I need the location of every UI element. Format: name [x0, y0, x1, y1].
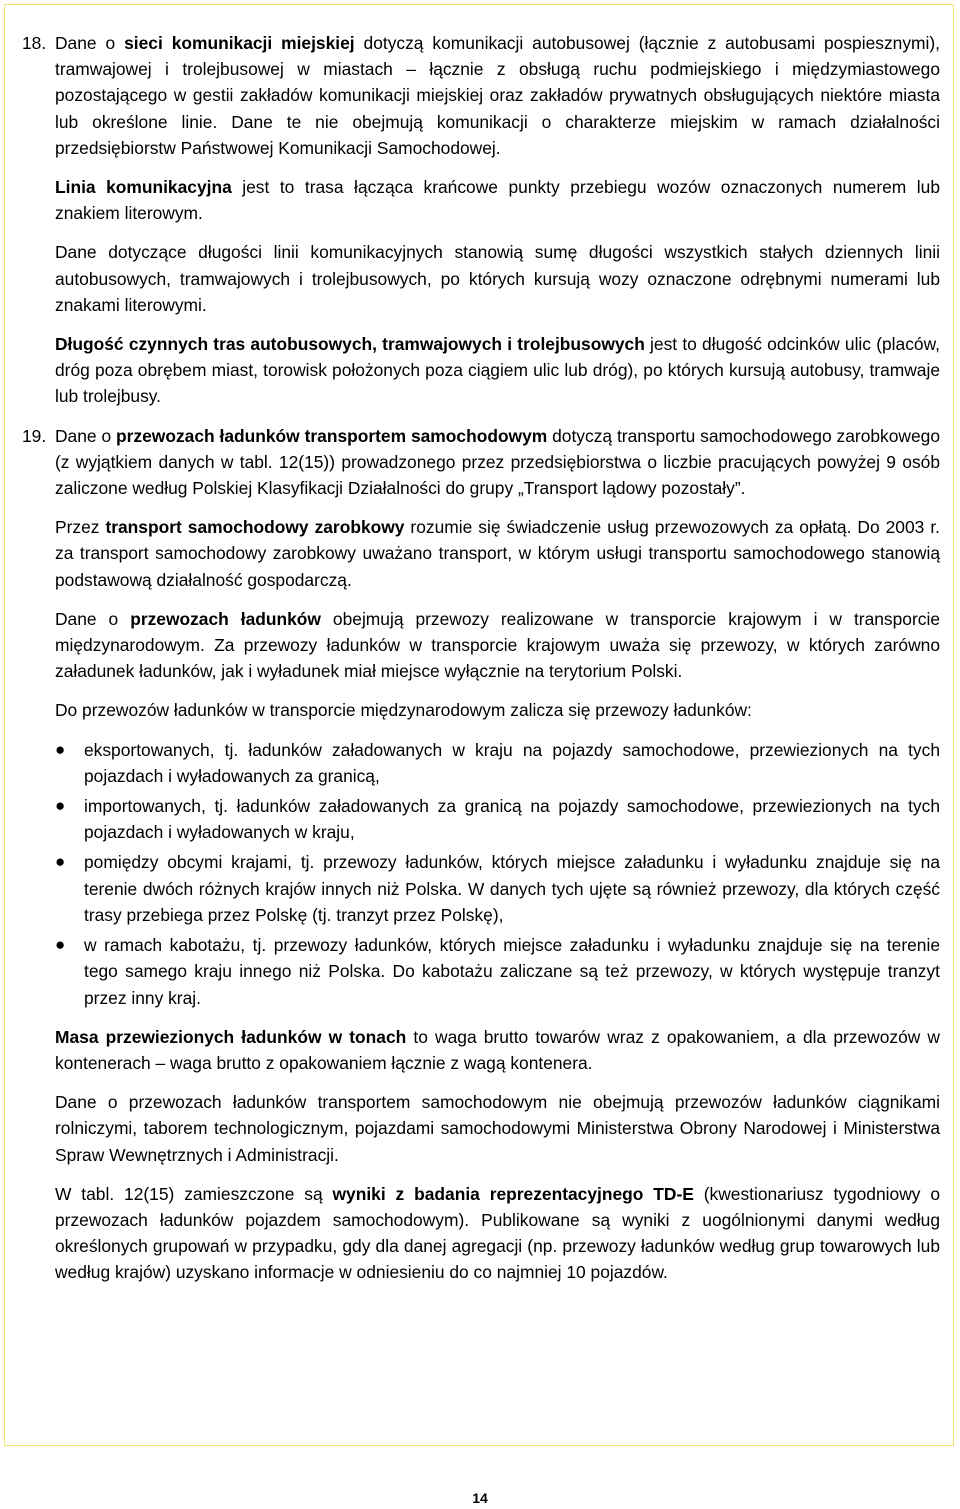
sec19-p7-term: wyniki z badania reprezentacyjnego TD-E	[332, 1183, 694, 1204]
sec18-paragraph-4	[55, 331, 940, 410]
sec19-p1-text-a: Dane o	[55, 425, 117, 446]
page-number: 14	[472, 1490, 488, 1506]
sec19-p1-term: przewozach ładunków transportem samochodowym	[116, 425, 548, 446]
sec19-p2-term: transport samochodowy zarobkowy	[105, 517, 405, 538]
international-transport-list	[55, 737, 940, 1011]
list-item-text: pomiędzy obcymi krajami, tj. przewozy ładunków, których miejsce załadunku i wyładunku znajduje się na terenie dwóch różnych krajów innych niż Polska. W danych tych ujęte są również przewozy, dla których część trasy przebiega przez Polskę (tj. tranzyt przez Polskę),	[84, 852, 940, 925]
sec19-paragraph-7	[55, 1181, 940, 1286]
sec19-paragraph-2	[55, 514, 940, 593]
sec19-paragraph-6: Dane o przewozach ładunków transportem samochodowym nie obejmują przewozów ładunków ciągnikami rolniczymi, taborem technologicznym, pojazdami samochodowymi Ministerstwa Obrony Narodowej i Ministerstwa Spraw Wewnętrznych i Administracji.	[55, 1092, 940, 1165]
sec19-p2-text-a: Przez	[55, 517, 106, 538]
list-item	[55, 932, 940, 1011]
sec19-p5-term: Masa przewiezionych ładunków w tonach	[55, 1026, 407, 1047]
sec18-p4-text: jest to długość odcinków ulic (placów, dróg poza obrębem miast, torowisk położonych poza ciągiem ulic lub dróg), po których kursują autobusy, tramwaje lub trolejbusy.	[55, 334, 940, 407]
sec18-paragraph-3: Dane dotyczące długości linii komunikacyjnych stanowią sumę długości wszystkich stałych dziennych linii autobusowych, tramwajowych i trolejbusowych, po których kursują wozy oznaczone odrębnymi numerami lub znakami literowymi.	[55, 242, 940, 315]
sec19-paragraph-3	[55, 606, 940, 685]
list-item	[55, 849, 940, 928]
sec19-p5-text: to waga brutto towarów wraz z opakowaniem, a dla przewozów w kontenerach – waga brutto z opakowaniem łącznie z wagą kontenera.	[55, 1026, 940, 1073]
bullet-icon: ●	[55, 852, 66, 872]
sec19-p3-term: przewozach ładunków	[130, 608, 321, 629]
sec18-p1-term: sieci komunikacji miejskiej	[124, 33, 355, 53]
sec18-p1-text-c: dotyczą komunikacji autobusowej (łącznie z autobusami pospiesznymi), tramwajowej i trolejbusowej w miastach – łącznie z obsługą ruchu podmiejskiego i międzymiastowego pozostającego w gestii zakładów komunikacji miejskiej oraz zakładów prywatnych obsługujących niektóre miasta lub określone linie. Dane te nie obejmują komunikacji o charakterze miejskim w ramach działalności przedsiębiorstw Państwowej Komunikacji Samochodowej.	[55, 33, 940, 158]
list-item-text: importowanych, tj. ładunków załadowanych za granicą na pojazdy samochodowe, przewiezionych na tych pojazdach i wyładowanych w kraju,	[84, 796, 940, 843]
list-item-text: eksportowanych, tj. ładunków załadowanych w kraju na pojazdy samochodowe, przewiezionych na tych pojazdach i wyładowanych za granicą,	[84, 739, 940, 786]
sec18-p4-term: Długość czynnych tras autobusowych, tramwajowych i trolejbusowych	[55, 334, 645, 355]
sec19-paragraph-1	[22, 423, 940, 502]
list-item-text: w ramach kabotażu, tj. przewozy ładunków, których miejsce załadunku i wyładunku znajduje się na terenie tego samego kraju innego niż Polska. Do kabotażu zaliczane są też przewozy, w których występuje tranzyt przez inny kraj.	[84, 935, 940, 1008]
sec19-p2-text-c: rozumie się świadczenie usług przewozowych za opłatą. Do 2003 r. za transport samochodowy zarobkowy uważano transport, w którym usługi transportu samochodowego stanowią podstawową działalność gospodarczą.	[55, 517, 940, 590]
sec19-p7-text-a: W tabl. 12(15) zamieszczone są	[55, 1183, 333, 1204]
sec19-paragraph-5	[55, 1024, 940, 1076]
sec18-number: 18.	[22, 33, 47, 53]
sec18-p2-text: jest to trasa łącząca krańcowe punkty przebiegu wozów oznaczonych numerem lub znakiem literowym.	[55, 177, 940, 224]
list-item	[55, 737, 940, 789]
bullet-icon: ●	[55, 796, 66, 816]
sec19-number: 19.	[22, 425, 47, 446]
document-body	[22, 30, 940, 1299]
sec18-p1-text-a: Dane o	[55, 33, 125, 53]
sec18-p2-term: Linia komunikacyjna	[55, 177, 232, 198]
sec19-p7-text-c: (kwestionariusz tygodniowy o przewozach ładunków pojazdem samochodowym). Publikowane są wyniki z uogólnionymi danymi według określonych grupowań w przypadku, gdy dla danej agregacji (np. przewozy ładunków według grup towarowych lub według krajów) uzyskano informacje w odniesieniu do co najmniej 10 pojazdów.	[55, 1183, 940, 1283]
bullet-icon: ●	[55, 739, 66, 759]
sec19-p1-text-c: dotyczą transportu samochodowego zarobkowego (z wyjątkiem danych w tabl. 12(15)) prowadzonego przez przedsiębiorstwa o liczbie pracujących powyżej 9 osób zaliczone według Polskiej Klasyfikacji Działalności do grupy „Transport lądowy pozostały”.	[55, 425, 940, 499]
sec19-p3-text-a: Dane o	[55, 608, 131, 629]
sec18-paragraph-2	[55, 174, 940, 226]
bullet-icon: ●	[55, 935, 66, 955]
sec19-paragraph-4: Do przewozów ładunków w transporcie międzynarodowym zalicza się przewozy ładunków:	[55, 700, 752, 721]
list-item	[55, 793, 940, 845]
sec19-p3-text-c: obejmują przewozy realizowane w transporcie krajowym i w transporcie międzynarodowym. Za przewozy ładunków w transporcie krajowym uważa się przewozy, w których zarówno załadunek ładunków, jak i wyładunek miał miejsce wyłącznie na terytorium Polski.	[55, 608, 940, 682]
sec18-paragraph-1	[22, 30, 940, 161]
